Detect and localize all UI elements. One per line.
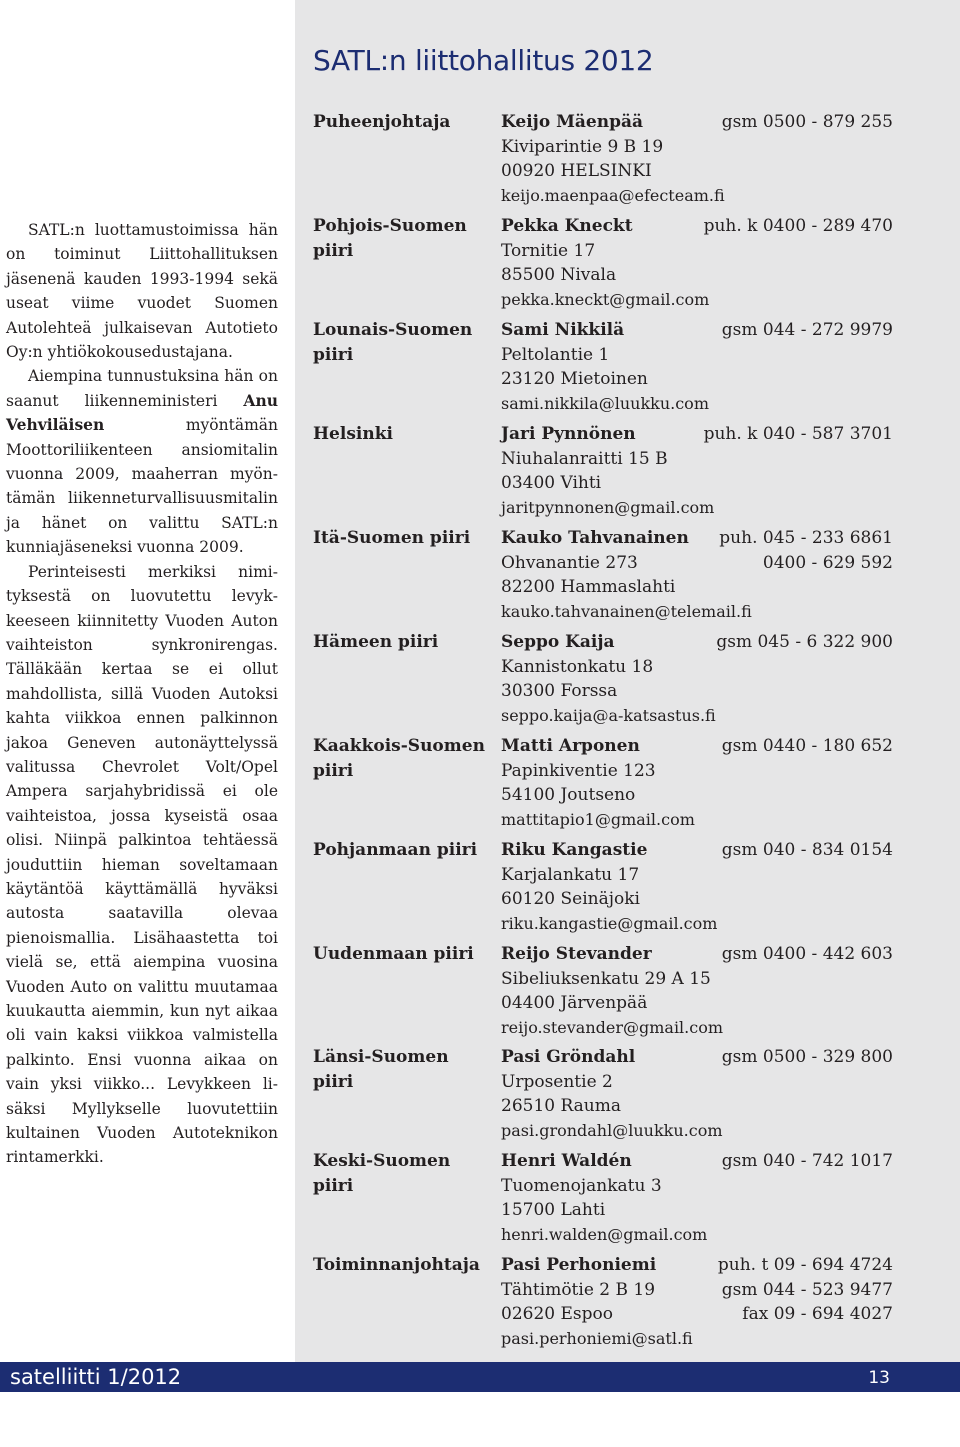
postal-address: 03400 Vihti: [501, 473, 602, 493]
page-title: SATL:n liittohallitus 2012: [313, 44, 654, 77]
postal-address: 23120 Mietoinen: [501, 369, 648, 389]
street-address: Karjalankatu 17: [501, 864, 640, 885]
article-column: [6, 218, 278, 1170]
member-name: Jari Pynnönen: [501, 424, 636, 444]
street-address: Papinkiventie 123: [501, 760, 656, 781]
contact-info: [501, 1253, 893, 1351]
role-label: [313, 526, 498, 551]
street-address: Niuhalanraitti 15 B: [501, 448, 668, 469]
member-name: Keijo Mäenpää: [501, 112, 644, 132]
phone-number: puh. k 0400 - 289 470: [703, 216, 893, 236]
role-label: [313, 630, 498, 655]
article-paragraph: [6, 364, 278, 559]
street-address: Sibeliuksenkatu 29 A 15: [501, 968, 711, 989]
role-label: [313, 1045, 498, 1094]
role-line: Länsi-Suomen: [313, 1047, 449, 1067]
postal-address: 30300 Forssa: [501, 681, 618, 701]
role-line: Lounais-Suomen: [313, 320, 473, 340]
member-name: Pasi Gröndahl: [501, 1047, 636, 1067]
contact-info: [501, 422, 893, 520]
street-address: Tuomenojankatu 3: [501, 1175, 662, 1196]
role-line: Keski-Suomen: [313, 1151, 451, 1171]
member-name: Matti Arponen: [501, 736, 640, 756]
member-name: Riku Kangastie: [501, 840, 648, 860]
email-address: pasi.grondahl@luukku.com: [501, 1120, 723, 1140]
email-address: mattitapio1@gmail.com: [501, 809, 695, 829]
role-line: Itä-Suomen piiri: [313, 528, 471, 548]
phone-number: gsm 040 - 834 0154: [721, 840, 893, 860]
role-label: [313, 214, 498, 263]
phone-number: gsm 044 - 272 9979: [721, 320, 893, 340]
role-label: [313, 734, 498, 783]
member-name: Sami Nikkilä: [501, 320, 625, 340]
magazine-issue-label: satelliitti 1/2012: [10, 1365, 182, 1389]
email-address: kauko.tahvanainen@telemail.fi: [501, 601, 752, 621]
role-label: [313, 110, 498, 135]
street-address: Tornitie 17: [501, 240, 596, 261]
footer-bar: [0, 1362, 960, 1392]
postal-address: 04400 Järvenpää: [501, 993, 648, 1013]
phone-number: gsm 0400 - 442 603: [721, 944, 893, 964]
email-address: pasi.perhoniemi@satl.fi: [501, 1328, 693, 1348]
article-text: Aiempina tunnustuksina hän on saanut liikenneministeri: [6, 367, 278, 410]
role-label: [313, 318, 498, 367]
article-text: myöntämän Moottoriliikenteen ansiomitalin vuonna 2009, maaherran myöntämän liikenneturvallisuusmitalin ja hänet on valittu SATL:n kunniajäseneksi vuonna 2009.: [6, 416, 278, 557]
role-label: [313, 1253, 498, 1278]
contact-info: [501, 838, 893, 936]
email-address: keijo.maenpaa@efecteam.fi: [501, 185, 725, 205]
member-name: Henri Waldén: [501, 1151, 632, 1171]
phone-number: puh. t 09 - 694 4724: [717, 1255, 893, 1275]
role-line: Hämeen piiri: [313, 632, 439, 652]
role-line: Kaakkois-Suomen: [313, 736, 485, 756]
email-address: pekka.kneckt@gmail.com: [501, 289, 710, 309]
phone-number: 0400 - 629 592: [762, 552, 893, 573]
contact-info: [501, 942, 893, 1040]
role-line: Pohjois-Suomen: [313, 216, 467, 236]
role-line: Helsinki: [313, 424, 393, 444]
phone-number: puh. 045 - 233 6861: [719, 528, 893, 548]
page-number: 13: [868, 1368, 890, 1388]
postal-address: 02620 Espoo: [501, 1304, 613, 1324]
article-paragraph: SATL:n luottamustoimissa hän on toiminut Liittohallituksen jäsenenä kauden 1993-1994 sekä useat viime vuodet Suomen Autolehteä julkaisevan Autotieto Oy:n yhtiökokousedustajana.: [6, 221, 278, 362]
member-name: Kauko Tahvanainen: [501, 528, 689, 548]
phone-number: gsm 0500 - 329 800: [721, 1047, 893, 1067]
street-address: Ohvanantie 273: [501, 552, 638, 573]
contact-info: [501, 318, 893, 416]
street-address: Urposentie 2: [501, 1071, 613, 1092]
article-paragraph: Perinteisesti merkiksi nimityksestä on luovutettu levykkeeseen kiinnitetty Vuoden Auton vaihteiston synkronirengas. Tälläkään kertaa se ei ollut mahdollista, sillä Vuoden Autoksi kahta viikkoa ennen palkinnon jakoa Geneven autonäyttelyssä valitussa Chevrolet Volt/Opel Ampera sarjahybridissä ei ole vaihteistoa, jossa kyseistä osaa olisi. Niinpä palkintoa tehtäessä jouduttiin hieman soveltamaan käytäntöä käyttämällä hyväksi autosta saatavilla olevaa pienoismallia. Lisähaastetta toi vielä se, että aiempina vuosina Vuoden Auto on valittu muutamaa kuukautta aiemmin, kun nyt aikaa oli vain kaksi viikkoa valmistella palkinto. Ensi vuonna aikaa on vain yksi viikko... Levykkeen lisäksi Myllykselle luovutettiin kultainen Vuoden Autoteknikon rintamerkki.: [6, 562, 278, 1167]
role-line: piiri: [313, 760, 354, 781]
phone-number: fax 09 - 694 4027: [742, 1304, 893, 1324]
member-name: Seppo Kaija: [501, 632, 615, 652]
role-line: Puheenjohtaja: [313, 112, 451, 132]
contact-info: [501, 734, 893, 832]
email-address: reijo.stevander@gmail.com: [501, 1017, 724, 1037]
role-label: [313, 422, 498, 447]
role-label: [313, 838, 498, 863]
role-line: piiri: [313, 344, 354, 365]
street-address: Kannistonkatu 18: [501, 656, 654, 677]
article-person-name: Anu Vehviläisen: [6, 390, 278, 435]
contact-info: [501, 526, 893, 624]
member-name: Reijo Stevander: [501, 944, 652, 964]
role-label: [313, 1149, 498, 1198]
email-address: riku.kangastie@gmail.com: [501, 913, 718, 933]
contact-info: [501, 214, 893, 312]
phone-number: gsm 0440 - 180 652: [721, 736, 893, 756]
role-line: piiri: [313, 1071, 354, 1092]
postal-address: 85500 Nivala: [501, 265, 617, 285]
contact-info: [501, 630, 893, 728]
role-line: piiri: [313, 1175, 354, 1196]
member-name: Pekka Kneckt: [501, 216, 633, 236]
email-address: seppo.kaija@a-katsastus.fi: [501, 705, 716, 725]
role-label: [313, 942, 498, 967]
postal-address: 26510 Rauma: [501, 1096, 622, 1116]
street-address: Kiviparintie 9 B 19: [501, 136, 664, 157]
phone-number: gsm 0500 - 879 255: [721, 112, 893, 132]
postal-address: 60120 Seinäjoki: [501, 889, 640, 909]
street-address: Peltolantie 1: [501, 344, 610, 365]
street-address: Tähtimötie 2 B 19: [501, 1279, 656, 1300]
phone-number: gsm 044 - 523 9477: [721, 1279, 893, 1300]
postal-address: 00920 HELSINKI: [501, 161, 652, 181]
member-name: Pasi Perhoniemi: [501, 1255, 657, 1275]
postal-address: 54100 Joutseno: [501, 785, 636, 805]
role-line: Toiminnanjohtaja: [313, 1255, 480, 1275]
contact-info: [501, 110, 893, 208]
phone-number: gsm 040 - 742 1017: [721, 1151, 893, 1171]
email-address: jaritpynnonen@gmail.com: [501, 497, 715, 517]
email-address: henri.walden@gmail.com: [501, 1224, 708, 1244]
phone-number: gsm 045 - 6 322 900: [716, 632, 893, 652]
contact-info: [501, 1045, 893, 1143]
postal-address: 82200 Hammaslahti: [501, 577, 676, 597]
role-line: piiri: [313, 240, 354, 261]
postal-address: 15700 Lahti: [501, 1200, 606, 1220]
phone-number: puh. k 040 - 587 3701: [703, 424, 893, 444]
role-line: Pohjanmaan piiri: [313, 840, 478, 860]
email-address: sami.nikkila@luukku.com: [501, 393, 709, 413]
role-line: Uudenmaan piiri: [313, 944, 474, 964]
contact-info: [501, 1149, 893, 1247]
